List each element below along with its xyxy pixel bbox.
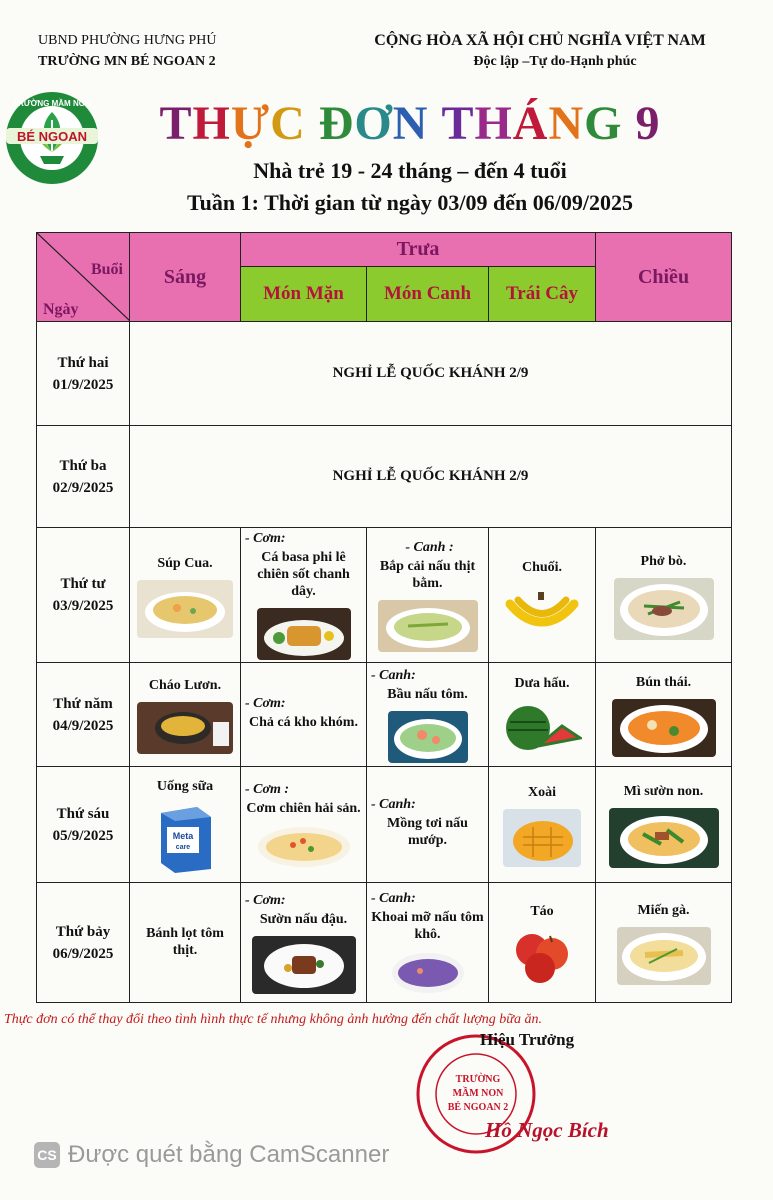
table-row <box>37 322 732 426</box>
afternoon-cell <box>596 528 732 663</box>
principal-name: Hồ Ngọc Bích <box>485 1118 609 1142</box>
morning-dish: Bánh lọt tôm thịt. <box>146 925 224 958</box>
day-name: Thứ năm <box>53 695 113 712</box>
principal-title: Hiệu Trưởng <box>480 1030 575 1049</box>
apple-photo <box>510 928 574 984</box>
day-date: 04/9/2025 <box>52 717 114 734</box>
beef-pho-photo <box>614 578 714 640</box>
table-row <box>37 883 732 1003</box>
fried-fish-photo <box>257 608 351 660</box>
title-letter: T <box>441 97 475 150</box>
menu-title <box>120 96 700 151</box>
fried-rice-photo <box>255 825 353 869</box>
title-letter: N <box>548 97 585 150</box>
soup-dish: Bầu nấu tôm. <box>387 686 468 702</box>
logo-top-text: TRƯỜNG MẦM NON <box>13 99 91 108</box>
main-dish: Sườn nấu đậu. <box>259 911 348 927</box>
title-letter <box>428 96 441 151</box>
main-dish-category: - Cơm: <box>245 695 286 711</box>
afternoon-dish: Miến gà. <box>637 903 690 918</box>
day-cell <box>37 663 130 767</box>
main-dish: Cá basa phi lê chiên sốt chanh dây. <box>257 550 350 599</box>
thai-noodle-photo <box>612 699 716 757</box>
soup-category: - Canh : <box>405 539 454 555</box>
banana-photo <box>500 584 584 634</box>
morning-dish: Uống sữa <box>156 779 214 794</box>
table-row <box>37 767 732 883</box>
header-noon: Trưa <box>241 233 596 267</box>
header-fruit: Trái Cây <box>489 267 596 322</box>
rib-noodle-photo <box>609 808 719 868</box>
holiday-notice: NGHỈ LỄ QUỐC KHÁNH 2/9 <box>130 322 732 426</box>
day-date: 05/9/2025 <box>52 827 114 844</box>
table-row <box>37 528 732 663</box>
day-cell <box>37 528 130 663</box>
main-dish-cell <box>241 767 367 883</box>
main-dish-category: - Cơm: <box>245 892 286 908</box>
fruit-cell <box>489 883 596 1003</box>
title-letter <box>306 96 319 151</box>
soup-dish: Mồng tơi nấu mướp. <box>387 816 468 848</box>
soup-category: - Canh: <box>371 667 416 683</box>
afternoon-dish: Phở bò. <box>640 553 687 569</box>
title-letter: H <box>192 97 231 150</box>
title-letter: Ự <box>230 97 271 150</box>
fruit-cell <box>489 528 596 663</box>
stamp-bottom: BÉ NGOAN 2 <box>447 1102 509 1113</box>
title-letter: Đ <box>318 97 355 150</box>
soup-cell <box>367 883 489 1003</box>
watermelon-photo <box>502 700 582 756</box>
day-cell <box>37 883 130 1003</box>
fruit-cell <box>489 663 596 767</box>
menu-table <box>36 232 732 1003</box>
soup-cell <box>367 663 489 767</box>
fruit: Táo <box>530 904 554 919</box>
logo-bottom-text: BÉ NGOAN <box>16 129 88 144</box>
title-letter: C <box>270 97 306 150</box>
crab-soup-photo <box>137 580 233 638</box>
national-motto: Độc lập –Tự do-Hạnh phúc <box>473 54 637 69</box>
corner-session-label: Buổi <box>90 261 123 278</box>
camscanner-watermark <box>34 1141 389 1169</box>
day-date: 01/9/2025 <box>52 376 114 393</box>
fruit-cell <box>489 767 596 883</box>
fruit: Chuối. <box>521 559 563 575</box>
rib-bean-stew-photo <box>252 936 356 994</box>
day-name: Thứ sáu <box>56 805 110 822</box>
school-header <box>38 30 298 72</box>
day-name: Thứ ba <box>59 457 107 474</box>
main-dish: Cơm chiên hải sản. <box>246 800 361 816</box>
morning-cell <box>130 767 241 883</box>
title-letter <box>622 96 635 151</box>
soup-dish: Bắp cải nấu thịt bằm. <box>379 558 476 591</box>
title-letter: 9 <box>635 97 661 150</box>
eel-porridge-photo <box>137 702 233 754</box>
day-name: Thứ tư <box>60 576 106 592</box>
day-cell <box>37 426 130 528</box>
title-letter: H <box>474 97 513 150</box>
school-logo <box>2 90 102 186</box>
soup-cell <box>367 767 489 883</box>
corner-cell <box>37 233 130 322</box>
stamp-mid: MẦM NON <box>452 1088 504 1099</box>
national-header <box>330 30 750 72</box>
holiday-notice: NGHỈ LỄ QUỐC KHÁNH 2/9 <box>130 426 732 528</box>
main-dish: Chả cá kho khóm. <box>249 714 358 730</box>
day-cell <box>37 767 130 883</box>
soup-dish: Khoai mỡ nấu tôm khô. <box>371 910 484 942</box>
header-main-dish: Món Mặn <box>241 267 367 322</box>
school-name: TRƯỜNG MN BÉ NGOAN 2 <box>38 54 216 69</box>
afternoon-cell <box>596 663 732 767</box>
day-date: 02/9/2025 <box>52 479 114 496</box>
title-letter: G <box>584 97 623 150</box>
title-letter: N <box>392 97 429 150</box>
main-dish-cell <box>241 663 367 767</box>
ward-name: UBND PHƯỜNG HƯNG PHÚ <box>38 33 217 48</box>
day-name: Thứ hai <box>57 354 109 371</box>
milk-box-photo <box>153 803 217 873</box>
soup-category: - Canh: <box>371 891 416 906</box>
day-date: 06/9/2025 <box>52 945 114 962</box>
age-group: Nhà trẻ 19 - 24 tháng – đến 4 tuổi <box>253 158 567 183</box>
menu-footnote: Thực đơn có thể thay đổi theo tình hình thực tế nhưng không ảnh hưởng đến chất lượng bữa ăn. <box>4 1012 542 1027</box>
stamp-top: TRƯỜNG <box>455 1074 501 1085</box>
afternoon-cell <box>596 883 732 1003</box>
national-title: CỘNG HÒA XÃ HỘI CHỦ NGHĨA VIỆT NAM <box>374 32 706 49</box>
gourd-soup-photo <box>388 711 468 763</box>
week-range: Tuần 1: Thời gian từ ngày 03/09 đến 06/09/2025 <box>187 190 633 215</box>
main-dish-category: - Cơm : <box>245 781 290 797</box>
afternoon-dish: Mì sườn non. <box>623 784 704 799</box>
main-dish-cell <box>241 883 367 1003</box>
afternoon-dish: Bún thái. <box>635 675 692 690</box>
title-letter: Ơ <box>354 97 393 150</box>
camscanner-icon: CS <box>34 1142 60 1168</box>
morning-cell <box>130 528 241 663</box>
soup-cell <box>367 528 489 663</box>
morning-cell <box>130 663 241 767</box>
header-morning: Sáng <box>130 233 241 322</box>
header-soup: Món Canh <box>367 267 489 322</box>
afternoon-cell <box>596 767 732 883</box>
mango-photo <box>503 809 581 867</box>
corner-day-label: Ngày <box>43 301 79 318</box>
main-dish-category: - Cơm: <box>245 531 286 546</box>
fruit: Dưa hấu. <box>514 676 570 691</box>
morning-dish: Súp Cua. <box>157 555 213 571</box>
day-name: Thứ bảy <box>55 923 111 940</box>
milk-brand-sub: care <box>175 844 191 851</box>
title-letter: Á <box>512 97 549 150</box>
fruit: Xoài <box>528 785 556 800</box>
purple-yam-soup-photo <box>388 951 468 995</box>
header-afternoon: Chiều <box>596 233 732 322</box>
title-letter: T <box>159 97 193 150</box>
milk-brand: Meta <box>172 831 194 841</box>
morning-dish: Cháo Lươn. <box>148 678 222 693</box>
morning-cell <box>130 883 241 1003</box>
camscanner-text: Được quét bằng CamScanner <box>68 1141 390 1168</box>
day-date: 03/9/2025 <box>52 598 114 614</box>
main-dish-cell <box>241 528 367 663</box>
chicken-vermicelli-photo <box>617 927 711 985</box>
table-row <box>37 663 732 767</box>
day-cell <box>37 322 130 426</box>
cabbage-soup-photo <box>378 600 478 652</box>
soup-category: - Canh: <box>371 797 416 812</box>
table-row <box>37 426 732 528</box>
